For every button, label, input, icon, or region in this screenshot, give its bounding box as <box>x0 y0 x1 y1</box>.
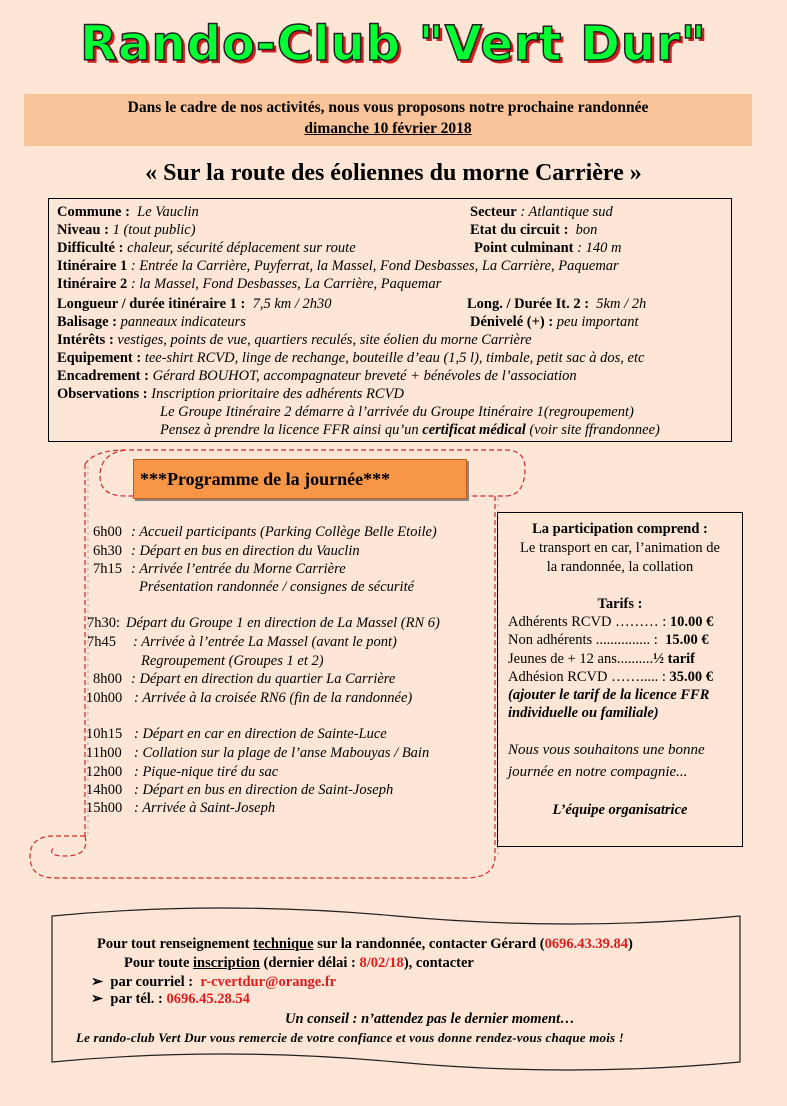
balisage-value: panneaux indicateurs <box>120 314 246 330</box>
programme-time: 6h00 <box>93 524 122 540</box>
wish-line-1: Nous vous souhaitons une bonne <box>508 742 705 758</box>
tarif-jeunes-label: Jeunes de + 12 ans.......... <box>508 651 654 667</box>
programme-text: : Départ en bus en direction du Vauclin <box>131 543 360 559</box>
point-value: : 140 m <box>577 240 622 256</box>
observations-value: Inscription prioritaire des adhérents RCVD <box>151 386 404 402</box>
encadrement-value: Gérard BOUHOT, accompagnateur breveté + bénévoles de l’association <box>152 368 577 384</box>
footer-mail-row: ➢ par courriel : r-cvertdur@orange.fr <box>91 974 337 990</box>
programme-time: 10h15 <box>86 726 123 742</box>
event-date: dimanche 10 février 2018 <box>304 120 472 137</box>
difficulte-value: chaleur, sécurité déplacement sur route <box>127 240 356 256</box>
licence-note-2: individuelle ou familiale) <box>508 705 659 721</box>
programme-time: 6h30 <box>93 543 122 559</box>
deadline-date: 8/02/18 <box>359 955 404 971</box>
participation-box <box>497 512 743 847</box>
equipement-value: tee-shirt RCVD, linge de rechange, bouteille d’eau (1,5 l), timbale, petit sac à dos, etc <box>144 350 645 366</box>
tarifs-title: Tarifs : <box>597 596 643 612</box>
tarif-adherents-label: Adhérents RCVD ……… : <box>508 614 667 630</box>
hike-title: « Sur la route des éoliennes du morne Carrière » <box>145 160 642 186</box>
difficulte-label: Difficulté : <box>57 240 124 256</box>
longueur-label: Longueur / durée itinéraire 1 : <box>57 296 246 312</box>
programme-time: 7h30: <box>87 615 121 631</box>
footer-line-1: Pour tout renseignement technique sur la randonnée, contacter Gérard (0696.43.39.84) <box>97 936 633 952</box>
encadrement-label: Encadrement : <box>57 368 149 384</box>
programme-text: : Départ en direction du quartier La Carrière <box>131 671 396 687</box>
tarif-non-adherents-value: 15.00 € <box>665 632 709 648</box>
contact-email[interactable]: r-cvertdur@orange.fr <box>200 974 337 990</box>
wish-line-2: journée en notre compagnie... <box>508 764 688 780</box>
niveau-value: 1 (tout public) <box>112 222 196 238</box>
programme-time: 10h00 <box>86 690 123 706</box>
programme-time: 8h00 <box>93 671 122 687</box>
secteur-value: : Atlantique sud <box>520 204 613 220</box>
secteur-label: Secteur <box>470 204 517 220</box>
observation-line-3b: certificat médical <box>422 422 526 438</box>
programme-text: : Collation sur la plage de l’anse Mabouyas / Bain <box>134 745 430 761</box>
footer-line-2: Pour toute inscription (dernier délai : 8/02/18), contacter <box>124 955 474 971</box>
niveau-label: Niveau : <box>57 222 109 238</box>
observation-line-3a: Pensez à prendre la licence FFR ainsi qu’un <box>160 422 423 438</box>
conseil-text: Un conseil : n’attendez pas le dernier moment… <box>285 1011 575 1027</box>
closing-text: Le rando-club Vert Dur vous remercie de votre confiance et vous donne rendez-vous chaque mois ! <box>76 1030 625 1045</box>
etat-label: Etat du circuit : <box>470 222 569 238</box>
longueur-value: 7,5 km / 2h30 <box>252 296 332 312</box>
programme-time: 7h15 <box>93 561 122 577</box>
programme-time: 7h45 <box>87 634 116 650</box>
long2-label: Long. / Durée It. 2 : <box>467 296 590 312</box>
observation-line-3c: (voir site ffrandonnee) <box>525 422 660 438</box>
itineraire1-label: Itinéraire 1 <box>57 258 128 274</box>
long2-value: 5km / 2h <box>596 296 647 312</box>
programme-title: ***Programme de la journée*** <box>133 459 467 499</box>
info-box <box>48 198 732 442</box>
footer-tel-row: ➢ par tél. : 0696.45.28.54 <box>91 991 250 1007</box>
signature: L’équipe organisatrice <box>552 802 688 818</box>
programme-text: : Pique-nique tiré du sac <box>134 764 279 780</box>
programme-text: : Départ en car en direction de Sainte-Luce <box>134 726 387 742</box>
tarif-adherents-value: 10.00 € <box>669 614 714 630</box>
itineraire2-value: : la Massel, Fond Desbasses, La Carrière, Paquemar <box>130 276 442 292</box>
programme-text: Départ du Groupe 1 en direction de La Massel (RN 6) <box>126 615 440 631</box>
programme-text: : Accueil participants (Parking Collège Belle Etoile) <box>131 524 437 540</box>
programme-text: Regroupement (Groupes 1 et 2) <box>141 653 324 669</box>
tarif-jeunes-value: ½ tarif <box>653 651 695 667</box>
programme-text: : Arrivée à l’entrée La Massel (avant le pont) <box>133 634 397 650</box>
participation-title: La participation comprend : <box>532 521 708 537</box>
commune-label: Commune : <box>57 204 130 220</box>
programme-time: 12h00 <box>86 764 123 780</box>
programme-time: 15h00 <box>86 800 123 816</box>
programme-text: : Arrivée à la croisée RN6 (fin de la randonnée) <box>134 690 413 706</box>
balisage-label: Balisage : <box>57 314 118 330</box>
tarif-non-adherents-label: Non adhérents ............... : <box>508 632 658 648</box>
etat-value: bon <box>575 222 598 238</box>
page-title: Rando-Club "Vert Dur" <box>80 16 707 72</box>
programme-text: : Arrivée à Saint-Joseph <box>134 800 276 816</box>
point-label: Point culminant <box>474 240 574 256</box>
gerard-phone[interactable]: 0696.43.39.84 <box>544 936 628 952</box>
interets-label: Intérêts : <box>57 332 114 348</box>
programme-text: : Départ en bus en direction de Saint-Joseph <box>134 782 394 798</box>
participation-line-1: Le transport en car, l’animation de <box>520 540 720 556</box>
intro-banner <box>24 94 752 146</box>
equipement-label: Equipement : <box>57 350 142 366</box>
itineraire1-value: : Entrée la Carrière, Puyferrat, la Massel, Fond Desbasses, La Carrière, Paquemar <box>130 258 619 274</box>
participation-line-2: la randonnée, la collation <box>546 559 694 575</box>
observation-line-2: Le Groupe Itinéraire 2 démarre à l’arrivée du Groupe Itinéraire 1(regroupement) <box>160 404 634 420</box>
denivele-label: Dénivelé (+) : <box>470 314 554 330</box>
programme-text: : Arrivée l’entrée du Morne Carrière <box>131 561 346 577</box>
denivele-value: peu important <box>556 314 639 330</box>
contact-phone[interactable]: 0696.45.28.54 <box>166 991 250 1007</box>
intro-text: Dans le cadre de nos activités, nous vous proposons notre prochaine randonnée <box>127 99 649 116</box>
tarif-adhesion-label: Adhésion RCVD ……..... : <box>508 669 666 685</box>
commune-value: Le Vauclin <box>137 204 199 220</box>
licence-note-1: (ajouter le tarif de la licence FFR <box>508 687 710 703</box>
programme-time: 11h00 <box>86 745 122 761</box>
programme-time: 14h00 <box>86 782 123 798</box>
programme-text: Présentation randonnée / consignes de sécurité <box>139 579 415 595</box>
arrow-bullet-icon: ➢ <box>91 974 104 990</box>
tarif-adhesion-value: 35.00 € <box>669 669 714 685</box>
itineraire2-label: Itinéraire 2 <box>57 276 128 292</box>
observations-label: Observations : <box>57 386 148 402</box>
arrow-bullet-icon: ➢ <box>91 991 104 1007</box>
interets-value: vestiges, points de vue, quartiers reculés, site éolien du morne Carrière <box>117 332 532 348</box>
